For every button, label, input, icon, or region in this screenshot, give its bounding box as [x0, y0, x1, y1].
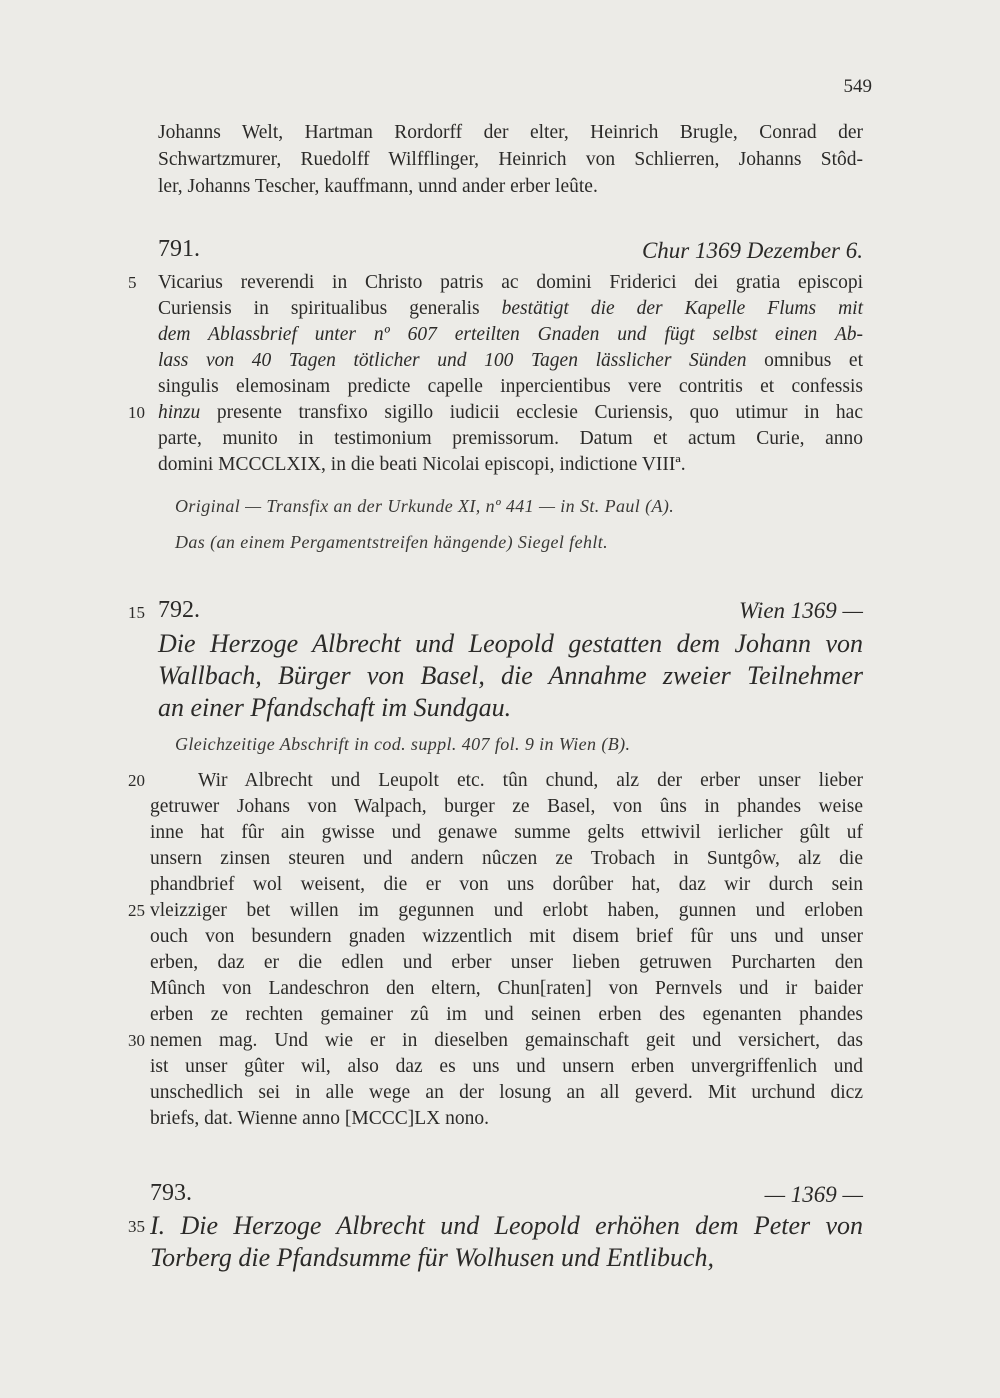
- line-number: 10: [128, 403, 145, 422]
- page-number: 549: [843, 76, 872, 97]
- text-line: inne hat fûr ain gwisse und genawe summe gelts ettwivil ierlicher gûlt uf: [150, 822, 863, 843]
- text-line: ist unser gûter wil, also daz es uns und unsern erben unvergriffenlich und: [150, 1056, 863, 1077]
- entry-title-line: an einer Pfandschaft im Sundgau.: [158, 693, 512, 722]
- text-line: Vicarius reverendi in Christo patris ac domini Friderici dei gratia episcopi: [158, 272, 863, 293]
- text-line: erben ze rechten gemainer zû im und seinen erben des egenanten phandes: [150, 1004, 863, 1025]
- text-line: parte, munito in testimonium premissorum. Datum et actum Curie, anno: [158, 428, 863, 449]
- text-line: singulis elemosinam predicte capelle inpercientibus vere contritis et confessis: [158, 376, 863, 397]
- text-line: nemen mag. Und wie er in dieselben gemainschaft geit und versichert, das: [150, 1030, 863, 1051]
- entry-title-line: I. Die Herzoge Albrecht und Leopold erhöhen dem Peter von: [150, 1211, 863, 1240]
- text-line: unschedlich sei in alle wege an der losung an all geverd. Mit urchund dicz: [150, 1082, 863, 1103]
- text-line: Wir Albrecht und Leupolt etc. tûn chund, alz der erber unser lieber: [198, 770, 863, 791]
- line-number: 5: [128, 273, 137, 292]
- text-line: phandbrief wol weisent, die er von uns dorûber hat, daz wir durch sein: [150, 874, 863, 895]
- text-line: Curiensis in spiritualibus generalis bestätigt die der Kapelle Flums mit: [158, 298, 863, 319]
- text-line: Mûnch von Landeschron den eltern, Chun[raten] von Pernvels und ir baider: [150, 978, 863, 999]
- entry-date: Chur 1369 Dezember 6.: [641, 238, 863, 263]
- entry-number: 793.: [150, 1180, 192, 1206]
- intro-line: Schwartzmurer, Ruedolff Wilfflinger, Heinrich von Schlierren, Johanns Stôd-: [158, 149, 863, 170]
- text-line: hinzu presente transfixo sigillo iudicii ecclesie Curiensis, quo utimur in hac: [158, 402, 863, 423]
- text-line: dem Ablassbrief unter nº 607 erteilten Gnaden und fügt selbst einen Ab-: [158, 324, 863, 345]
- line-number: 15: [128, 603, 145, 622]
- source-note: Original — Transfix an der Urkunde XI, nº 441 — in St. Paul (A).: [175, 496, 675, 516]
- text-line: getruwer Johans von Walpach, burger ze Basel, von ûns in phandes weise: [150, 796, 863, 817]
- line-number: 20: [128, 771, 145, 790]
- text-line: ouch von besundern gnaden wizzentlich mit disem brief fûr uns und unser: [150, 926, 863, 947]
- seal-note: Das (an einem Pergamentstreifen hängende) Siegel fehlt.: [175, 532, 609, 552]
- text-line: erben, daz er die edlen und erber unser lieben getruwen Purcharten den: [150, 952, 863, 973]
- text-line: vleizziger bet willen im gegunnen und erlobt haben, gunnen und erloben: [150, 900, 863, 921]
- intro-line: Johanns Welt, Hartman Rordorff der elter, Heinrich Brugle, Conrad der: [158, 122, 863, 143]
- text-line: lass von 40 Tagen tötlicher und 100 Tagen lässlicher Sünden omnibus et: [158, 350, 863, 371]
- entry-number: 791.: [158, 236, 200, 262]
- intro-line: ler, Johanns Tescher, kauffmann, unnd ander erber leûte.: [158, 176, 598, 197]
- text-line: domini MCCCLXIX, in die beati Nicolai episcopi, indictione VIIIª.: [158, 454, 686, 475]
- entry-date: — 1369 —: [764, 1182, 863, 1207]
- line-number: 35: [128, 1217, 145, 1236]
- text-line: briefs, dat. Wienne anno [MCCC]LX nono.: [150, 1108, 489, 1129]
- entry-title-line: Wallbach, Bürger von Basel, die Annahme zweier Teilnehmer: [158, 661, 863, 690]
- entry-number: 792.: [158, 597, 200, 623]
- entry-date: Wien 1369 —: [739, 598, 863, 623]
- text-line: unsern zinsen steuren und andern nûczen ze Trobach in Suntgôw, alz die: [150, 848, 863, 869]
- entry-title-line: Die Herzoge Albrecht und Leopold gestatten dem Johann von: [158, 629, 863, 658]
- line-number: 25: [128, 901, 145, 920]
- entry-title-line: Torberg die Pfandsumme für Wolhusen und Entlibuch,: [150, 1243, 715, 1272]
- line-number: 30: [128, 1031, 145, 1050]
- source-note: Gleichzeitige Abschrift in cod. suppl. 407 fol. 9 in Wien (B).: [175, 734, 631, 754]
